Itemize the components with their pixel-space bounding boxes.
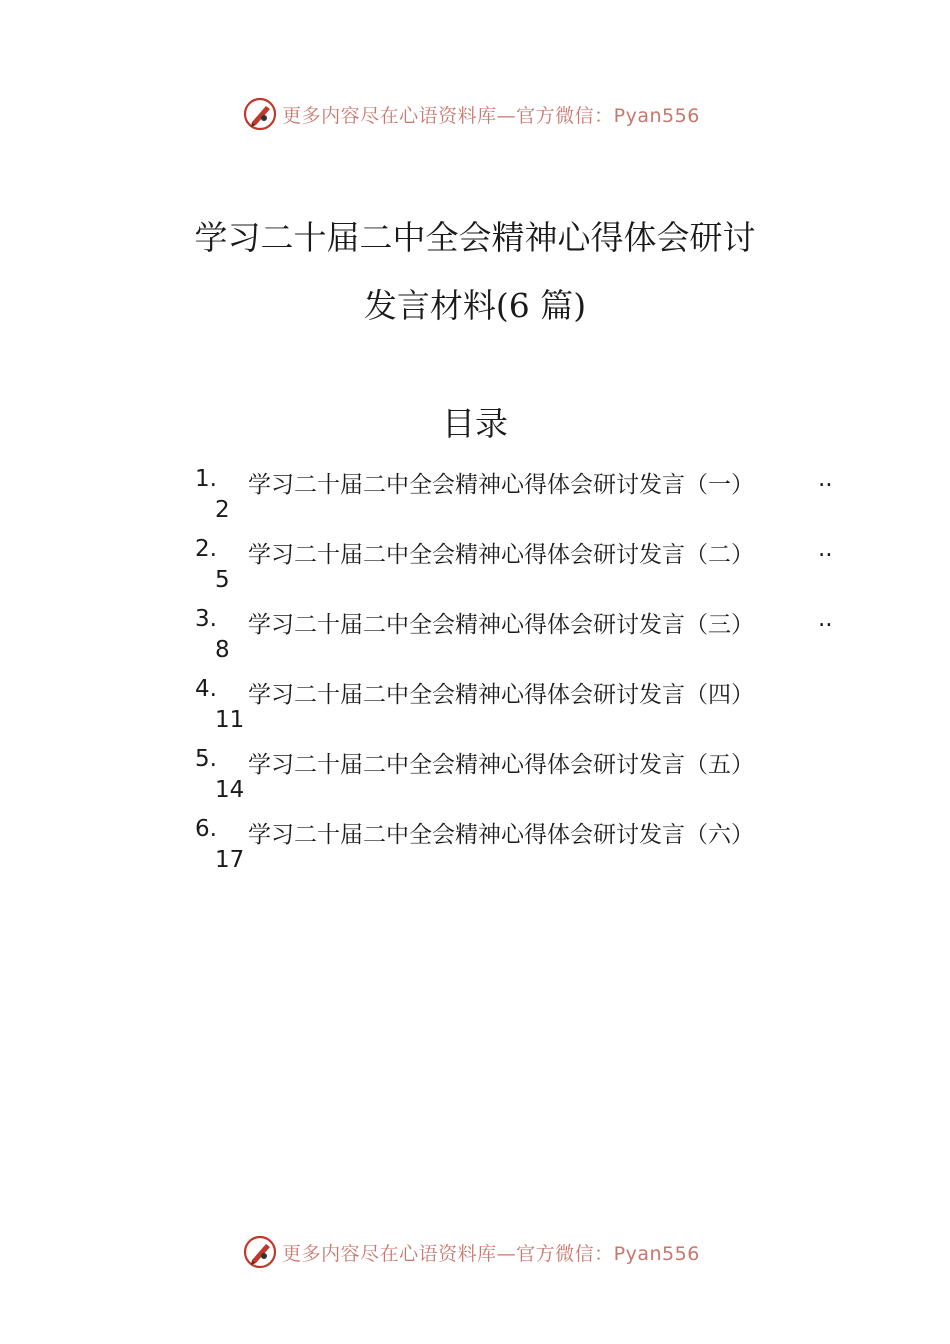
document-title-line2: 发言材料(6 篇) [363, 286, 587, 325]
document-title-line1: 学习二十届二中全会精神心得体会研讨 [194, 218, 756, 257]
toc-entry-title: 学习二十届二中全会精神心得体会研讨发言（一） [248, 472, 754, 498]
pen-logo-icon [242, 96, 278, 132]
toc-entry-number: 6. [195, 816, 217, 842]
toc-entry-title: 学习二十届二中全会精神心得体会研讨发言（三） [248, 612, 754, 638]
pen-logo-icon [242, 1234, 278, 1270]
toc-entry-title: 学习二十届二中全会精神心得体会研讨发言（二） [248, 542, 754, 568]
toc-entry-number: 3. [195, 606, 217, 632]
toc-entry-page: 2 [215, 497, 230, 523]
toc-entry-page: 5 [215, 567, 230, 593]
toc-entry-page: 17 [215, 847, 245, 873]
footer-banner [0, 1232, 950, 1272]
toc-entry-title: 学习二十届二中全会精神心得体会研讨发言（六） [248, 822, 754, 848]
banner-text [282, 101, 700, 128]
toc-heading: 目录 [442, 404, 508, 443]
toc-entry-page: 8 [215, 637, 230, 663]
toc-entry-number: 5. [195, 746, 217, 772]
toc-entry-5[interactable] [0, 746, 950, 816]
banner-wechat-id: Pyan556 [613, 104, 700, 127]
toc-entry-number: 1. [195, 466, 217, 492]
toc-entry-title: 学习二十届二中全会精神心得体会研讨发言（五） [248, 752, 754, 778]
toc-entry-leader: .. [818, 466, 833, 492]
toc-entry-3[interactable] [0, 606, 950, 676]
toc-entry-leader: .. [818, 536, 833, 562]
toc-entry-2[interactable] [0, 536, 950, 606]
toc-entry-4[interactable] [0, 676, 950, 746]
toc-entry-leader: .. [818, 606, 833, 632]
table-of-contents [0, 466, 950, 886]
toc-entry-page: 11 [215, 707, 245, 733]
header-banner [0, 94, 950, 134]
toc-entry-title: 学习二十届二中全会精神心得体会研讨发言（四） [248, 682, 754, 708]
banner-slogan: 更多内容尽在心语资料库—官方微信： [282, 1242, 614, 1265]
toc-entry-1[interactable] [0, 466, 950, 536]
toc-entry-page: 14 [215, 777, 245, 803]
banner-wechat-id: Pyan556 [613, 1242, 700, 1265]
toc-entry-6[interactable] [0, 816, 950, 886]
toc-entry-number: 2. [195, 536, 217, 562]
banner-text [282, 1239, 700, 1266]
toc-entry-number: 4. [195, 676, 217, 702]
banner-slogan: 更多内容尽在心语资料库—官方微信： [282, 104, 614, 127]
